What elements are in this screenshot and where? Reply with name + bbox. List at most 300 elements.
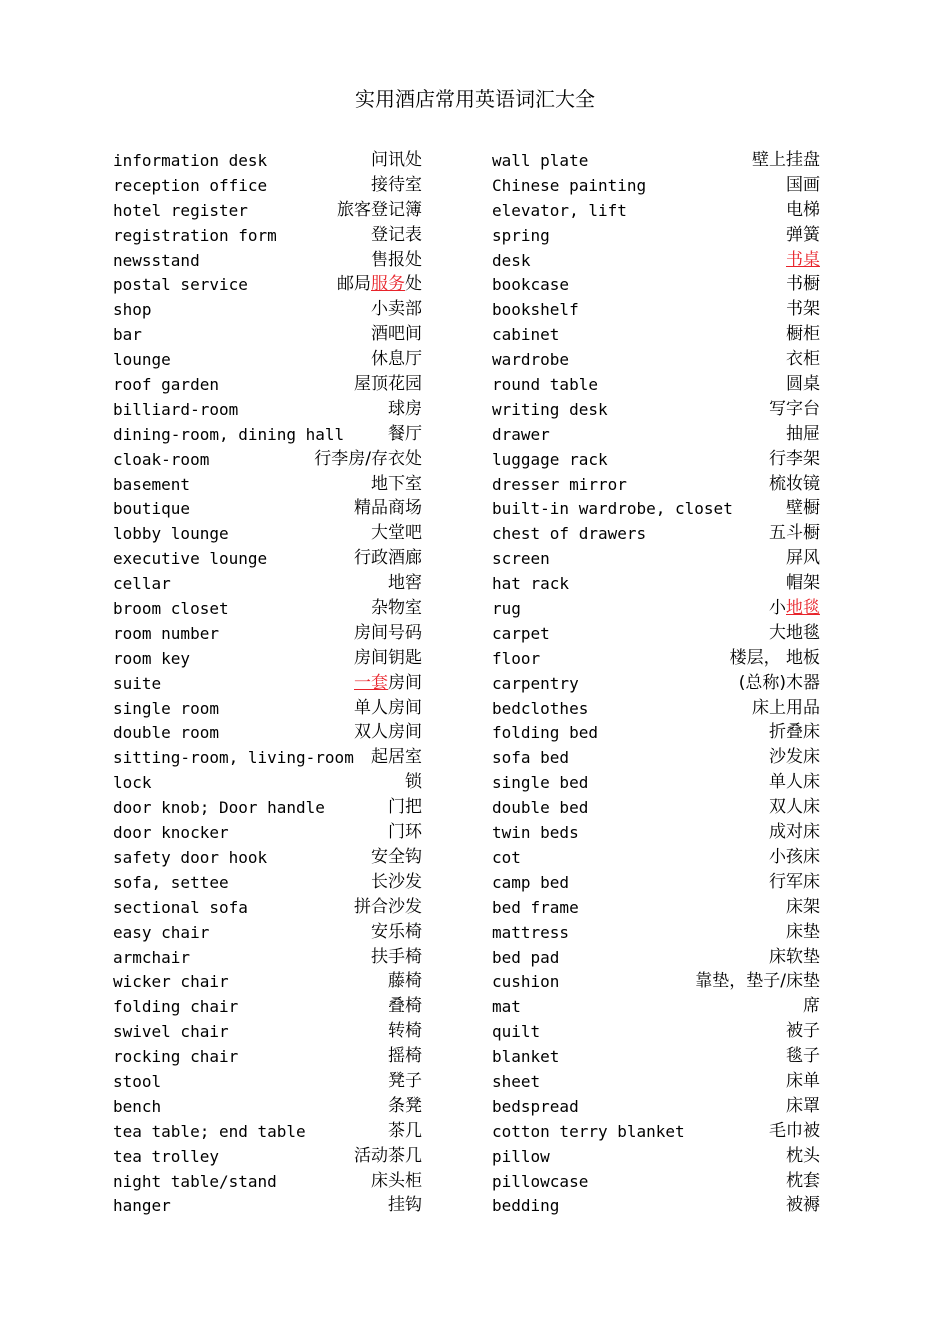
chinese-term: [354, 646, 422, 671]
vocab-row: [113, 248, 422, 273]
chinese-term: [769, 1119, 820, 1144]
chinese-term: [354, 895, 422, 920]
vocab-row: [113, 1169, 422, 1194]
english-term: hotel register: [113, 200, 248, 220]
chinese-term: [388, 1193, 422, 1218]
term-segment: 五斗橱: [769, 523, 820, 544]
vocab-row: [492, 770, 820, 795]
chinese-term: [371, 845, 422, 870]
term-segment: 门环: [388, 822, 422, 843]
english-term: pillow: [492, 1146, 550, 1166]
chinese-term: [769, 596, 820, 621]
chinese-term: [388, 397, 422, 422]
english-term: wardrobe: [492, 350, 570, 370]
term-segment: 邮局: [337, 274, 371, 295]
chinese-term: [803, 994, 820, 1019]
english-term: stool: [113, 1071, 162, 1091]
vocab-row: [113, 646, 422, 671]
term-segment: 问讯处: [371, 150, 422, 170]
vocab-row: [492, 1169, 820, 1194]
english-term: built-in wardrobe, closet: [492, 499, 733, 519]
english-term: spring: [492, 225, 550, 245]
vocab-row: [492, 596, 820, 621]
vocab-row: [492, 546, 820, 571]
chinese-term: [786, 198, 820, 223]
vocab-row: [492, 521, 820, 546]
english-term: quilt: [492, 1022, 541, 1042]
term-segment: 沙发床: [769, 747, 820, 768]
term-segment: 单人房间: [354, 697, 422, 718]
term-segment: 圆桌: [786, 374, 820, 395]
vocab-row: [113, 596, 422, 621]
term-segment: 电梯: [786, 199, 820, 220]
vocab-row: [492, 920, 820, 945]
term-segment: 成对床: [769, 822, 820, 843]
term-segment: 床垫: [786, 921, 820, 942]
term-segment: 大堂吧: [371, 523, 422, 544]
term-segment: 摇椅: [388, 1046, 422, 1067]
english-term: wall plate: [492, 151, 589, 170]
chinese-term: [354, 720, 422, 745]
english-term: hanger: [113, 1196, 171, 1216]
chinese-term: [388, 994, 422, 1019]
chinese-term: [337, 198, 422, 223]
chinese-term: [769, 447, 820, 472]
term-segment: 登记表: [371, 224, 422, 245]
vocab-row: [492, 895, 820, 920]
chinese-term: [769, 521, 820, 546]
vocab-row: [113, 223, 422, 248]
chinese-term: [388, 1069, 422, 1094]
term-segment: 床架: [786, 896, 820, 917]
vocab-row: [113, 297, 422, 322]
chinese-term: [739, 671, 820, 696]
chinese-term: [695, 969, 820, 994]
chinese-term: [388, 571, 422, 596]
term-segment: 衣柜: [786, 349, 820, 370]
chinese-term: [354, 496, 422, 521]
chinese-term: [371, 472, 422, 497]
term-segment: 屋顶花园: [354, 374, 422, 395]
chinese-term: [371, 173, 422, 198]
chinese-term: [769, 472, 820, 497]
term-segment: 屏风: [786, 548, 820, 569]
term-segment: (总称)木器: [738, 672, 820, 693]
term-segment: 枕头: [786, 1145, 820, 1166]
vocab-row: [113, 920, 422, 945]
vocab-row: [113, 621, 422, 646]
term-segment: 毛巾被: [769, 1120, 820, 1141]
english-term: roof garden: [113, 375, 219, 395]
vocab-row: [492, 223, 820, 248]
vocab-row: [113, 820, 422, 845]
chinese-term: [337, 272, 422, 297]
term-segment: 拼合沙发: [354, 896, 422, 917]
term-segment: 旅客登记簿: [337, 199, 422, 220]
vocab-row: [492, 696, 820, 721]
chinese-term: [371, 223, 422, 248]
english-term: hat rack: [492, 574, 570, 594]
chinese-term: [769, 720, 820, 745]
chinese-term: [769, 795, 820, 820]
term-segment: 小孩床: [769, 846, 820, 867]
term-segment: 扶手椅: [371, 946, 422, 967]
term-segment: 地窖: [388, 573, 422, 594]
chinese-term: [388, 1094, 422, 1119]
vocab-row: [113, 397, 422, 422]
term-segment: 房间钥匙: [354, 647, 422, 668]
term-segment: 藤椅: [388, 971, 422, 992]
vocab-row: [492, 1193, 820, 1218]
english-term: sofa, settee: [113, 872, 229, 892]
chinese-term: [769, 820, 820, 845]
term-segment: 壁橱: [786, 498, 820, 519]
vocab-row: [113, 945, 422, 970]
chinese-term: [786, 223, 820, 248]
english-term: postal service: [113, 275, 248, 295]
vocab-row: [492, 272, 820, 297]
english-term: tea table; end table: [113, 1121, 306, 1141]
chinese-term: [786, 571, 820, 596]
english-term: sitting-room, living-room: [113, 748, 354, 768]
vocab-row: [492, 745, 820, 770]
vocab-row: [492, 372, 820, 397]
vocab-row: [492, 472, 820, 497]
term-segment: 地下室: [371, 473, 422, 494]
chinese-term: [388, 969, 422, 994]
chinese-term: [354, 671, 422, 696]
vocab-row: [113, 173, 422, 198]
english-term: drawer: [492, 424, 550, 444]
term-segment: 锁: [405, 772, 422, 793]
english-term: dining-room, dining hall: [113, 424, 345, 444]
english-term: newsstand: [113, 250, 200, 270]
english-term: pillowcase: [492, 1171, 589, 1191]
english-term: cot: [492, 847, 521, 867]
vocab-row: [492, 1044, 820, 1069]
english-term: camp bed: [492, 872, 570, 892]
vocab-row: [113, 322, 422, 347]
term-segment: 休息厅: [371, 349, 422, 370]
english-term: writing desk: [492, 399, 608, 419]
term-segment: 长沙发: [371, 871, 422, 892]
chinese-term: [388, 795, 422, 820]
english-term: round table: [492, 375, 598, 395]
term-segment: 行李房/存衣处: [314, 448, 422, 469]
english-term: bookshelf: [492, 300, 579, 320]
english-term: lounge: [113, 350, 171, 370]
english-term: cotton terry blanket: [492, 1121, 685, 1141]
vocab-row: [113, 546, 422, 571]
term-segment: 房间: [388, 672, 422, 693]
chinese-term: [769, 845, 820, 870]
english-term: carpentry: [492, 673, 579, 693]
chinese-term: [405, 770, 422, 795]
english-term: lobby lounge: [113, 524, 229, 544]
vocab-row: [492, 248, 820, 273]
term-segment: 双人床: [769, 797, 820, 818]
chinese-term: [371, 148, 422, 173]
english-term: twin beds: [492, 823, 579, 843]
highlighted-term-segment: 书桌: [786, 249, 820, 270]
english-term: information desk: [113, 151, 268, 170]
term-segment: 转椅: [388, 1021, 422, 1042]
term-segment: 大地毯: [769, 622, 820, 643]
vocab-row: [492, 297, 820, 322]
term-segment: 弹簧: [786, 224, 820, 245]
term-segment: 床单: [786, 1070, 820, 1091]
english-term: bed frame: [492, 897, 579, 917]
chinese-term: [769, 745, 820, 770]
term-segment: 床软垫: [769, 946, 820, 967]
chinese-term: [354, 546, 422, 571]
vocab-row: [492, 969, 820, 994]
english-term: sectional sofa: [113, 897, 248, 917]
english-term: billiard-room: [113, 399, 239, 419]
english-term: cushion: [492, 972, 560, 992]
term-segment: 精品商场: [354, 498, 422, 519]
vocab-row: [492, 1094, 820, 1119]
english-term: room key: [113, 648, 191, 668]
highlighted-term-segment: 一套: [354, 672, 388, 693]
term-segment: 小: [769, 598, 786, 619]
chinese-term: [354, 1144, 422, 1169]
english-term: folding bed: [492, 723, 598, 743]
highlighted-term-segment: 地毯: [786, 598, 820, 619]
english-term: folding chair: [113, 997, 239, 1017]
english-term: floor: [492, 648, 541, 668]
english-term: wicker chair: [113, 972, 229, 992]
term-segment: 壁上挂盘: [752, 150, 820, 170]
chinese-term: [786, 496, 820, 521]
english-term: broom closet: [113, 599, 229, 619]
chinese-term: [388, 422, 422, 447]
term-segment: 小卖部: [371, 299, 422, 320]
chinese-term: [769, 945, 820, 970]
chinese-term: [786, 422, 820, 447]
chinese-term: [786, 1144, 820, 1169]
vocab-row: [113, 671, 422, 696]
term-segment: 床罩: [786, 1095, 820, 1116]
vocab-column-left: [113, 148, 422, 1218]
term-segment: 叠椅: [388, 996, 422, 1017]
english-term: shop: [113, 300, 152, 320]
english-term: lock: [113, 773, 152, 793]
vocab-row: [492, 496, 820, 521]
chinese-term: [388, 1019, 422, 1044]
vocab-row: [113, 870, 422, 895]
vocab-row: [113, 347, 422, 372]
vocab-row: [113, 795, 422, 820]
english-term: carpet: [492, 623, 550, 643]
vocab-row: [113, 745, 422, 770]
page-title: 实用酒店常用英语词汇大全: [355, 87, 595, 111]
chinese-term: [354, 696, 422, 721]
term-segment: 凳子: [388, 1070, 422, 1091]
english-term: desk: [492, 250, 531, 270]
vocab-row: [113, 496, 422, 521]
vocab-row: [492, 870, 820, 895]
english-term: bench: [113, 1096, 162, 1116]
chinese-term: [769, 397, 820, 422]
english-term: armchair: [113, 947, 191, 967]
english-term: screen: [492, 549, 550, 569]
english-term: luggage rack: [492, 449, 608, 469]
chinese-term: [786, 322, 820, 347]
vocab-row: [113, 272, 422, 297]
chinese-term: [769, 870, 820, 895]
term-segment: 床头柜: [371, 1170, 422, 1191]
vocab-row: [492, 720, 820, 745]
chinese-term: [388, 1044, 422, 1069]
english-term: single bed: [492, 773, 589, 793]
term-segment: 书架: [786, 299, 820, 320]
term-segment: 杂物室: [371, 598, 422, 619]
vocab-row: [492, 422, 820, 447]
vocab-row: [492, 347, 820, 372]
chinese-term: [786, 920, 820, 945]
term-segment: 席: [803, 996, 820, 1017]
chinese-term: [371, 596, 422, 621]
term-segment: 梳妆镜: [769, 473, 820, 494]
chinese-term: [371, 521, 422, 546]
term-segment: 门把: [388, 797, 422, 818]
vocab-row: [113, 1044, 422, 1069]
vocab-row: [492, 994, 820, 1019]
english-term: cellar: [113, 574, 171, 594]
english-term: dresser mirror: [492, 474, 627, 494]
vocab-row: [113, 1193, 422, 1218]
english-term: basement: [113, 474, 191, 494]
chinese-term: [371, 297, 422, 322]
chinese-term: [786, 1193, 820, 1218]
term-segment: 餐厅: [388, 423, 422, 444]
english-term: single room: [113, 698, 219, 718]
english-term: mattress: [492, 922, 570, 942]
english-term: cabinet: [492, 325, 560, 345]
vocab-row: [113, 198, 422, 223]
vocab-row: [113, 148, 422, 173]
english-term: Chinese painting: [492, 175, 647, 195]
chinese-term: [769, 770, 820, 795]
english-term: rocking chair: [113, 1047, 239, 1067]
vocab-row: [492, 945, 820, 970]
term-segment: 条凳: [388, 1095, 422, 1116]
vocab-row: [492, 571, 820, 596]
chinese-term: [371, 745, 422, 770]
english-term: tea trolley: [113, 1146, 219, 1166]
english-term: sofa bed: [492, 748, 570, 768]
chinese-term: [371, 945, 422, 970]
vocab-row: [492, 1119, 820, 1144]
chinese-term: [786, 1069, 820, 1094]
chinese-term: [786, 1019, 820, 1044]
vocab-row: [492, 148, 820, 173]
english-term: swivel chair: [113, 1022, 229, 1042]
vocab-row: [113, 1119, 422, 1144]
english-term: bedclothes: [492, 698, 589, 718]
vocab-row: [113, 969, 422, 994]
term-segment: 安乐椅: [371, 921, 422, 942]
chinese-term: [786, 546, 820, 571]
chinese-term: [354, 372, 422, 397]
term-segment: 活动茶几: [354, 1145, 422, 1166]
vocab-row: [113, 895, 422, 920]
chinese-term: [752, 148, 820, 173]
chinese-term: [786, 1094, 820, 1119]
vocab-row: [113, 1069, 422, 1094]
term-segment: 茶几: [388, 1120, 422, 1141]
chinese-term: [371, 870, 422, 895]
term-segment: 被褥: [786, 1195, 820, 1216]
chinese-term: [371, 920, 422, 945]
vocab-column-right: [492, 148, 820, 1218]
vocab-row: [492, 198, 820, 223]
vocab-row: [492, 646, 820, 671]
english-term: reception office: [113, 175, 268, 195]
term-segment: 枕套: [786, 1170, 820, 1191]
english-term: bookcase: [492, 275, 570, 295]
term-segment: 书橱: [786, 274, 820, 295]
english-term: chest of drawers: [492, 524, 647, 544]
term-segment: 球房: [388, 398, 422, 419]
english-term: easy chair: [113, 922, 210, 942]
vocab-row: [492, 397, 820, 422]
english-term: suite: [113, 673, 162, 693]
chinese-term: [786, 347, 820, 372]
english-term: elevator, lift: [492, 200, 627, 220]
vocab-row: [492, 820, 820, 845]
chinese-term: [752, 696, 820, 721]
chinese-term: [786, 272, 820, 297]
vocab-row: [492, 1069, 820, 1094]
term-segment: 橱柜: [786, 324, 820, 345]
term-segment: 毯子: [786, 1046, 820, 1067]
english-term: bedding: [492, 1196, 560, 1216]
chinese-term: [786, 372, 820, 397]
vocab-row: [113, 696, 422, 721]
chinese-term: [786, 1044, 820, 1069]
vocab-row: [113, 571, 422, 596]
term-segment: 接待室: [371, 174, 422, 195]
vocab-row: [492, 845, 820, 870]
term-segment: 处: [405, 274, 422, 295]
vocab-row: [113, 521, 422, 546]
term-segment: 起居室: [371, 747, 422, 768]
chinese-term: [371, 347, 422, 372]
vocab-row: [492, 621, 820, 646]
english-term: cloak-room: [113, 449, 210, 469]
chinese-term: [786, 895, 820, 920]
vocab-row: [113, 845, 422, 870]
vocab-row: [113, 770, 422, 795]
chinese-term: [371, 248, 422, 273]
term-segment: 挂钩: [388, 1195, 422, 1216]
vocab-row: [113, 422, 422, 447]
english-term: boutique: [113, 499, 191, 519]
term-segment: 床上用品: [752, 697, 820, 718]
vocab-row: [113, 994, 422, 1019]
chinese-term: [371, 322, 422, 347]
english-term: door knocker: [113, 823, 229, 843]
english-term: bar: [113, 325, 142, 345]
english-term: night table/stand: [113, 1171, 277, 1191]
term-segment: 单人床: [769, 772, 820, 793]
vocab-row: [113, 720, 422, 745]
term-segment: 行政酒廊: [354, 548, 422, 569]
term-segment: 行军床: [769, 871, 820, 892]
chinese-term: [730, 646, 820, 671]
